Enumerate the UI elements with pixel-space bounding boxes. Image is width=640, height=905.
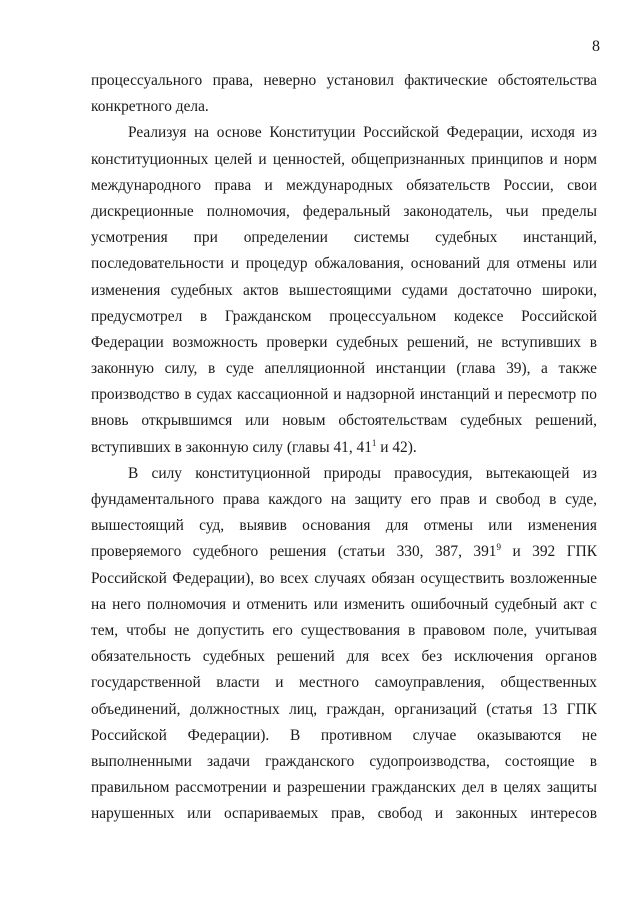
text-segment: правильном рассмотрении и разрешении гражданских дел в целях защиты	[91, 779, 597, 797]
text-segment: конкретного дела.	[91, 98, 209, 116]
text-segment: объединений, должностных лиц, граждан, организаций (статья 13 ГПК	[91, 700, 597, 718]
text-segment: Реализуя на основе Конституции Российской Федерации, исходя из	[128, 124, 597, 142]
text-segment: и 42).	[376, 438, 417, 456]
text-segment: государственной власти и местного самоуправления, общественных	[91, 674, 597, 692]
page-number: 8	[592, 38, 600, 55]
text-line	[91, 461, 597, 487]
text-line	[91, 513, 597, 539]
text-segment: процессуального права, неверно установил фактические обстоятельства	[91, 72, 597, 89]
text-line	[91, 199, 597, 225]
text-segment: последовательности и процедур обжалования, оснований для отмены или	[91, 255, 597, 273]
text-segment: вновь открывшимся или новым обстоятельствам судебных решений,	[91, 412, 597, 430]
text-line	[91, 330, 597, 356]
text-segment: вступивших в законную силу (главы 41, 41	[91, 438, 372, 456]
text-line	[91, 697, 597, 723]
text-segment: на него полномочия и отменить или изменить ошибочный судебный акт с	[91, 595, 597, 613]
text-line	[91, 356, 597, 382]
text-line	[91, 775, 597, 801]
text-line	[91, 120, 597, 146]
text-line	[91, 382, 597, 408]
text-line	[91, 644, 597, 670]
text-line	[91, 749, 597, 775]
text-segment: международного права и международных обязательств России, свои	[91, 176, 597, 194]
text-segment: конституционных целей и ценностей, общепризнанных принципов и норм	[91, 150, 597, 168]
text-line	[91, 670, 597, 696]
text-segment: проверяемого судебного решения (статьи 330, 387, 391	[91, 543, 497, 561]
text-line	[91, 94, 597, 120]
text-line	[91, 566, 597, 592]
text-segment: производство в судах кассационной и надзорной инстанций и пересмотр по	[91, 386, 597, 404]
text-segment: Российской Федерации). В противном случае оказываются не	[91, 726, 597, 744]
text-line	[91, 592, 597, 618]
text-line	[91, 435, 597, 461]
text-segment: выполненными задачи гражданского судопроизводства, состоящие в	[91, 752, 597, 770]
document-body	[91, 68, 597, 827]
text-segment: изменения судебных актов вышестоящими судами достаточно широки,	[91, 281, 597, 299]
text-line	[91, 618, 597, 644]
text-line	[91, 68, 597, 94]
text-segment: Российской Федерации), во всех случаях обязан осуществить возложенные	[91, 569, 597, 587]
text-segment: Федерации возможность проверки судебных решений, не вступивших в	[91, 333, 597, 351]
text-line	[91, 723, 597, 749]
text-line	[91, 225, 597, 251]
text-segment: законную силу, в суде апелляционной инстанции (глава 39), а также	[91, 360, 597, 378]
text-line	[91, 539, 597, 565]
text-segment: фундаментального права каждого на защиту его прав и свобод в суде,	[91, 491, 597, 508]
text-segment: тем, чтобы не допустить его существования в правовом поле, учитывая	[91, 621, 597, 639]
text-line	[91, 801, 597, 827]
text-line	[91, 304, 597, 330]
text-line	[91, 251, 597, 277]
text-line	[91, 147, 597, 173]
text-segment: усмотрения при определении системы судебных инстанций,	[91, 229, 597, 247]
text-segment: нарушенных или оспариваемых прав, свобод и законных интересов	[91, 805, 597, 823]
text-segment: вышестоящий суд, выявив основания для отмены или изменения	[91, 517, 597, 535]
text-segment: предусмотрел в Гражданском процессуальном кодексе Российской	[91, 307, 597, 325]
superscript: 1	[371, 437, 377, 448]
text-segment: обязательность судебных решений для всех без исключения органов	[91, 648, 597, 666]
text-line	[91, 278, 597, 304]
text-line	[91, 408, 597, 434]
text-segment: дискреционные полномочия, федеральный законодатель, чьи пределы	[91, 202, 597, 220]
text-segment: В силу конституционной природы правосудия, вытекающей из	[128, 464, 597, 482]
superscript: 9	[496, 542, 501, 553]
text-line	[91, 487, 597, 513]
text-segment: и 392 ГПК	[500, 543, 597, 561]
text-line	[91, 173, 597, 199]
